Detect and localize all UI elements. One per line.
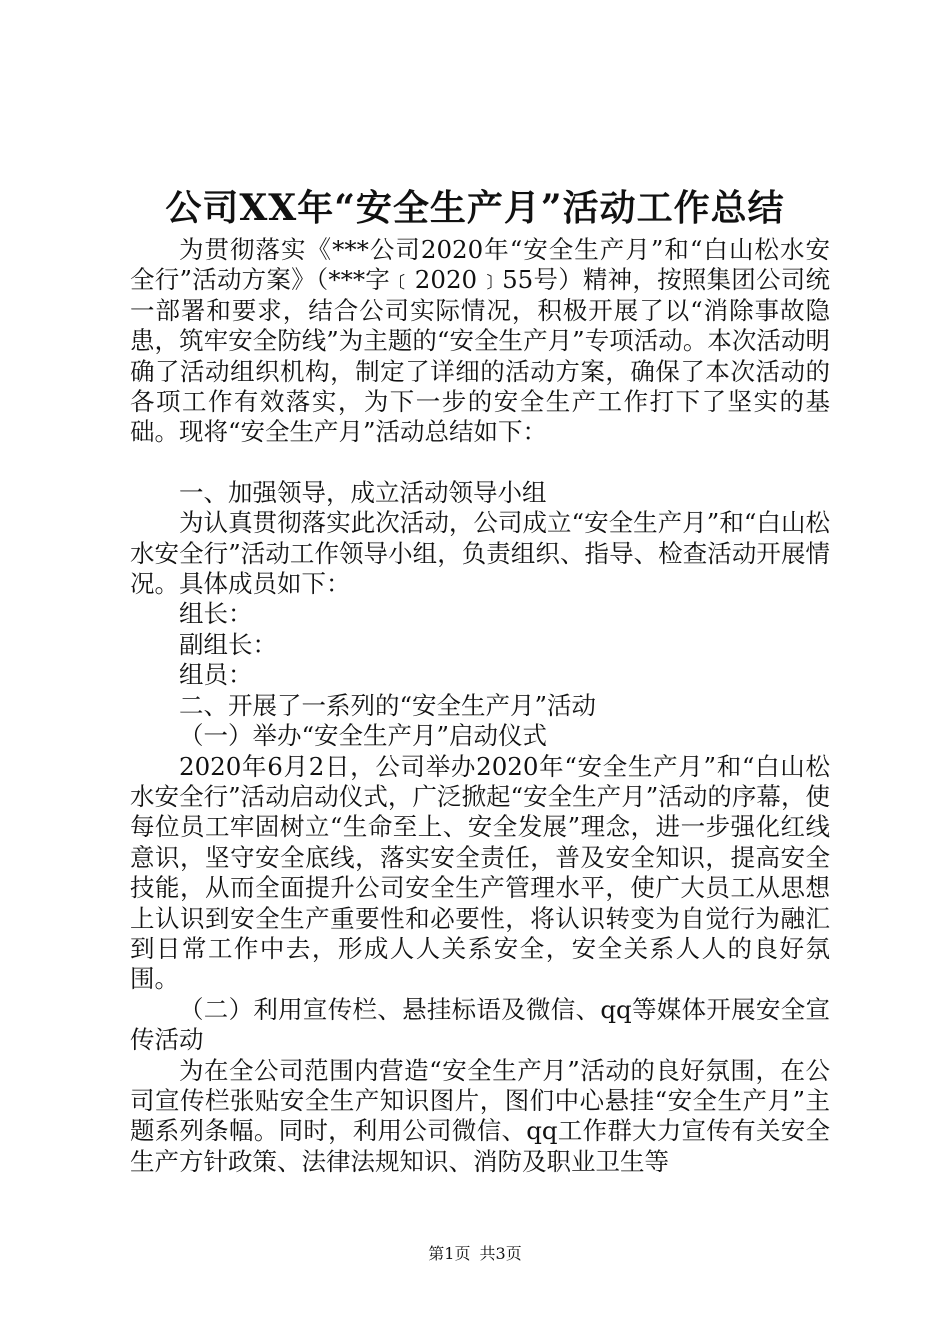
intro-paragraph: 为贯彻落实《***公司2020年“安全生产月”和“白山松水安全行”活动方案》（***字﹝2020﹞55号）精神，按照集团公司统一部署和要求，结合公司实际情况，积极开展了以“消除事故隐患，筑牢安全防线”为主题的“安全生产月”专项活动。本次活动明确了活动组织机构，制定了详细的活动方案，确保了本次活动的各项工作有效落实，为下一步的安全生产工作打下了坚实的基础。现将“安全生产月”活动总结如下： xyxy=(130,235,830,447)
leader-line: 组长： xyxy=(179,599,253,629)
paragraph-gap xyxy=(130,448,830,478)
subsection-1-heading: （一）举办“安全生产月”启动仪式 xyxy=(179,721,548,751)
page-number: 第1页 xyxy=(428,1244,471,1263)
page-footer xyxy=(0,1243,950,1265)
page-total: 共3页 xyxy=(479,1244,522,1263)
document-title: 公司XX年“安全生产月”活动工作总结 xyxy=(165,187,785,229)
document-body xyxy=(130,235,830,1177)
section-1-heading: 一、加强领导，成立活动领导小组 xyxy=(179,477,547,507)
section-2-heading: 二、开展了一系列的“安全生产月”活动 xyxy=(179,690,597,720)
subsection-2-paragraph: 为在全公司范围内营造“安全生产月”活动的良好氛围，在公司宣传栏张贴安全生产知识图片，图们中心悬挂“安全生产月”主题系列条幅。同时，利用公司微信、qq工作群大力宣传有关安全生产方针政策、法律法规知识、消防及职业卫生等 xyxy=(130,1055,830,1176)
members-line: 组员： xyxy=(179,660,253,690)
deputy-leader-line: 副组长： xyxy=(179,629,277,659)
subsection-1-paragraph: 2020年6月2日，公司举办2020年“安全生产月”和“白山松水安全行”活动启动仪式，广泛掀起“安全生产月”活动的序幕，使每位员工牢固树立“生命至上、安全发展”理念，进一步强化红线意识，坚守安全底线，落实安全责任，普及安全知识，提高安全技能，从而全面提升公司安全生产管理水平，使广大员工从思想上认识到安全生产重要性和必要性，将认识转变为自觉行为融汇到日常工作中去，形成人人关系安全，安全关系人人的良好氛围。 xyxy=(130,751,830,994)
section-1-paragraph: 为认真贯彻落实此次活动，公司成立“安全生产月”和“白山松水安全行”活动工作领导小组，负责组织、指导、检查活动开展情况。具体成员如下： xyxy=(130,508,830,599)
subsection-2-heading: （二）利用宣传栏、悬挂标语及微信、qq等媒体开展安全宣传活动 xyxy=(130,994,830,1055)
